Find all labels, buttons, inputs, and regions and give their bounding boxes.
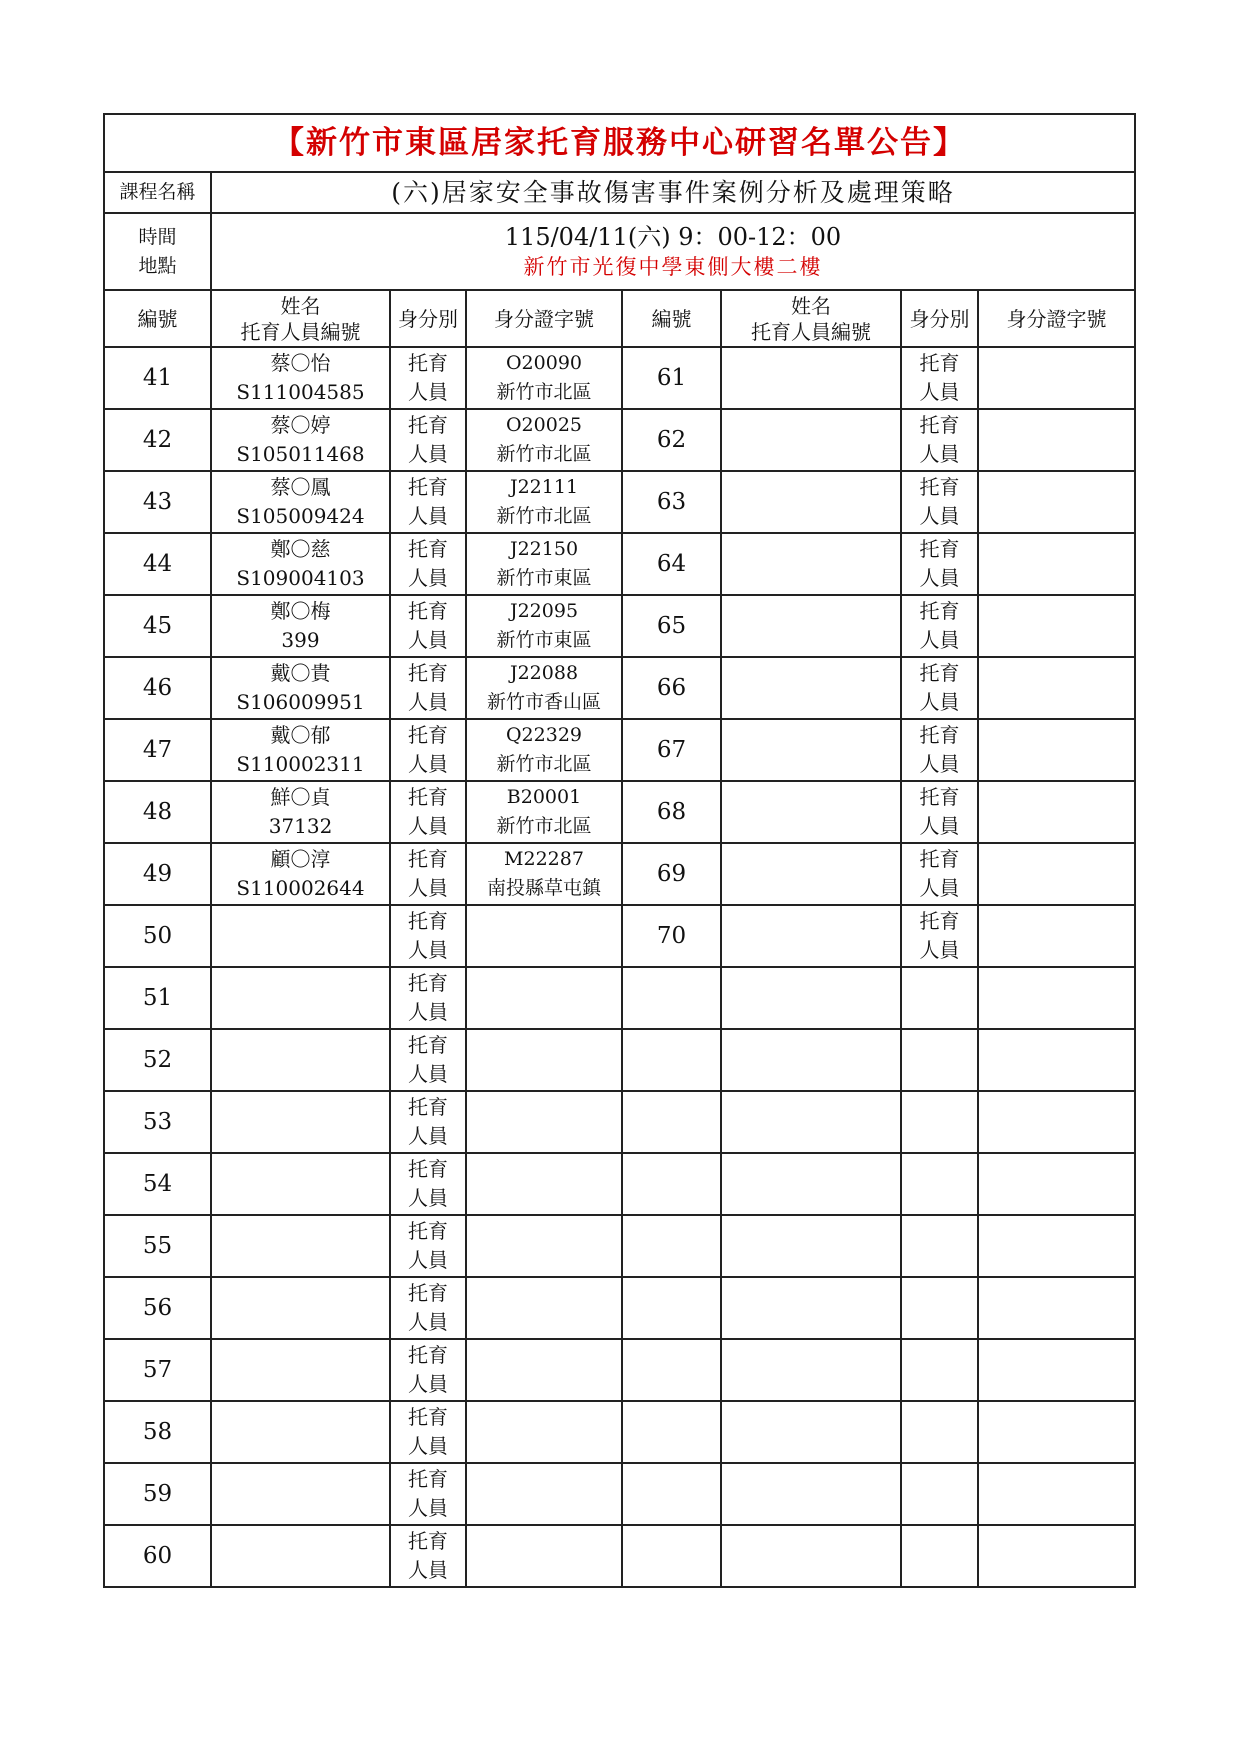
row-number: 43 — [142, 488, 173, 515]
identity-line1: 托育 — [919, 847, 960, 871]
table-row — [104, 905, 1135, 967]
identity-line2: 人員 — [408, 1372, 448, 1396]
header-identity: 身分別 — [901, 290, 978, 347]
identity-line2: 人員 — [919, 442, 960, 466]
course-time: 115/04/11(六) 9：00-12：00 — [504, 222, 842, 251]
participant-name: 戴〇郁 — [270, 723, 331, 747]
identity-line1: 托育 — [919, 537, 960, 561]
caregiver-id: S105009424 — [236, 504, 365, 528]
cert-number: O20090 — [505, 352, 583, 374]
table-row — [104, 533, 1135, 595]
table-row — [104, 657, 1135, 719]
row-number: 55 — [142, 1232, 173, 1259]
row-number: 68 — [656, 798, 687, 825]
table-row — [104, 1463, 1135, 1525]
table-row — [104, 595, 1135, 657]
row-number: 56 — [142, 1294, 173, 1321]
row-number: 58 — [142, 1418, 173, 1445]
table-row — [104, 1525, 1135, 1587]
identity-line1: 托育 — [408, 1033, 448, 1057]
participant-name: 戴〇貴 — [270, 661, 331, 685]
identity-line2: 人員 — [919, 628, 960, 652]
identity-line2: 人員 — [408, 380, 448, 404]
table-row — [104, 1029, 1135, 1091]
caregiver-id: S110002644 — [236, 876, 365, 900]
table-row — [104, 1091, 1135, 1153]
identity-line2: 人員 — [408, 1558, 448, 1582]
cert-area: 新竹市北區 — [496, 381, 592, 403]
identity-line2: 人員 — [408, 814, 448, 838]
table-row — [104, 781, 1135, 843]
table-row — [104, 471, 1135, 533]
cert-area: 新竹市北區 — [496, 753, 592, 775]
identity-line2: 人員 — [408, 1434, 448, 1458]
identity-line1: 托育 — [919, 475, 960, 499]
cert-number: J22150 — [509, 538, 579, 560]
cert-number: J22111 — [509, 476, 579, 498]
row-number: 60 — [142, 1542, 173, 1569]
row-number: 59 — [142, 1480, 173, 1507]
row-number: 57 — [142, 1356, 173, 1383]
cert-number: O20025 — [505, 414, 583, 436]
identity-line1: 托育 — [919, 661, 960, 685]
participant-name: 蔡〇鳳 — [270, 475, 331, 499]
row-number: 67 — [656, 736, 687, 763]
cert-area: 新竹市北區 — [496, 815, 592, 837]
header-name: 姓名 — [791, 293, 831, 318]
participant-name: 鄭〇梅 — [270, 599, 331, 623]
identity-line1: 托育 — [408, 909, 448, 933]
identity-line1: 托育 — [408, 537, 448, 561]
caregiver-id: S111004585 — [236, 380, 365, 404]
table-row — [104, 719, 1135, 781]
table-row — [104, 1215, 1135, 1277]
identity-line2: 人員 — [408, 1248, 448, 1272]
identity-line1: 托育 — [408, 847, 448, 871]
header-cert-no: 身分證字號 — [466, 290, 622, 347]
identity-line2: 人員 — [408, 566, 448, 590]
identity-line2: 人員 — [919, 380, 960, 404]
cert-number: J22088 — [509, 662, 579, 684]
row-number: 70 — [656, 922, 687, 949]
caregiver-id: S110002311 — [236, 752, 365, 776]
identity-line1: 托育 — [408, 1281, 448, 1305]
identity-line1: 托育 — [408, 1529, 448, 1553]
row-number: 49 — [142, 860, 173, 887]
row-number: 64 — [656, 550, 687, 577]
identity-line2: 人員 — [919, 566, 960, 590]
identity-line2: 人員 — [919, 690, 960, 714]
table-row — [104, 1153, 1135, 1215]
header-cert-no: 身分證字號 — [978, 290, 1135, 347]
caregiver-id: S106009951 — [236, 690, 365, 714]
table-row — [104, 1401, 1135, 1463]
identity-line2: 人員 — [408, 1000, 448, 1024]
cert-area: 新竹市北區 — [496, 443, 592, 465]
header-no: 編號 — [622, 290, 721, 347]
identity-line2: 人員 — [919, 504, 960, 528]
course-name: (六)居家安全事故傷害事件案例分析及處理策略 — [211, 172, 1135, 213]
identity-line1: 托育 — [408, 1095, 448, 1119]
caregiver-id: S105011468 — [236, 442, 365, 466]
identity-line2: 人員 — [919, 876, 960, 900]
header-identity: 身分別 — [390, 290, 466, 347]
cert-number: B20001 — [506, 786, 582, 808]
header-no: 編號 — [104, 290, 211, 347]
row-number: 48 — [142, 798, 173, 825]
caregiver-id: 37132 — [268, 814, 333, 838]
header-name: 姓名 — [280, 293, 321, 318]
row-number: 47 — [142, 736, 173, 763]
row-number: 69 — [656, 860, 687, 887]
identity-line1: 托育 — [919, 909, 960, 933]
identity-line1: 托育 — [408, 1405, 448, 1429]
row-number: 41 — [142, 364, 173, 391]
row-number: 53 — [142, 1108, 173, 1135]
identity-line2: 人員 — [408, 1124, 448, 1148]
cert-area: 新竹市東區 — [496, 567, 592, 589]
identity-line2: 人員 — [919, 752, 960, 776]
header-caregiver-id: 托育人員編號 — [751, 319, 871, 344]
cert-area: 南投縣草屯鎮 — [486, 877, 601, 899]
identity-line2: 人員 — [408, 938, 448, 962]
header-caregiver-id: 托育人員編號 — [240, 319, 361, 344]
participant-name: 鄭〇慈 — [270, 537, 331, 561]
cert-number: Q22329 — [505, 724, 583, 746]
identity-line1: 托育 — [408, 785, 448, 809]
table-row — [104, 967, 1135, 1029]
column-header-row — [104, 290, 1135, 347]
identity-line1: 托育 — [408, 475, 448, 499]
table-row — [104, 1339, 1135, 1401]
identity-line2: 人員 — [408, 504, 448, 528]
cert-area: 新竹市香山區 — [486, 691, 601, 713]
identity-line1: 托育 — [919, 351, 960, 375]
place-label: 地點 — [138, 254, 177, 277]
row-number: 50 — [142, 922, 173, 949]
identity-line1: 托育 — [919, 599, 960, 623]
identity-line2: 人員 — [408, 690, 448, 714]
cert-area: 新竹市東區 — [496, 629, 592, 651]
identity-line2: 人員 — [408, 1310, 448, 1334]
identity-line1: 托育 — [408, 971, 448, 995]
row-number: 46 — [142, 674, 173, 701]
cert-area: 新竹市北區 — [496, 505, 592, 527]
caregiver-id: S109004103 — [236, 566, 365, 590]
identity-line1: 托育 — [408, 351, 448, 375]
roster-table — [103, 113, 1136, 1588]
caregiver-id: 399 — [281, 628, 320, 652]
identity-line2: 人員 — [408, 876, 448, 900]
cert-number: M22287 — [504, 848, 584, 870]
course-label: 課程名稱 — [104, 172, 211, 213]
identity-line1: 托育 — [408, 1467, 448, 1491]
identity-line1: 托育 — [408, 1219, 448, 1243]
row-number: 51 — [142, 984, 173, 1011]
row-number: 45 — [142, 612, 173, 639]
table-row — [104, 1277, 1135, 1339]
identity-line1: 托育 — [408, 723, 448, 747]
identity-line2: 人員 — [919, 938, 960, 962]
participant-name: 蔡〇婷 — [270, 413, 331, 437]
row-number: 65 — [656, 612, 687, 639]
row-number: 44 — [142, 550, 173, 577]
course-place: 新竹市光復中學東側大樓二樓 — [523, 254, 823, 279]
identity-line1: 托育 — [919, 723, 960, 747]
page-title: 【新竹市東區居家托育服務中心研習名單公告】 — [104, 114, 1135, 172]
identity-line2: 人員 — [408, 1496, 448, 1520]
identity-line2: 人員 — [408, 1186, 448, 1210]
row-number: 66 — [656, 674, 687, 701]
identity-line2: 人員 — [919, 814, 960, 838]
identity-line2: 人員 — [408, 442, 448, 466]
identity-line1: 托育 — [919, 785, 960, 809]
table-row — [104, 843, 1135, 905]
table-row — [104, 347, 1135, 409]
identity-line2: 人員 — [408, 752, 448, 776]
identity-line1: 托育 — [408, 413, 448, 437]
identity-line2: 人員 — [408, 1062, 448, 1086]
row-number: 63 — [656, 488, 687, 515]
identity-line1: 托育 — [408, 1343, 448, 1367]
table-row — [104, 409, 1135, 471]
identity-line1: 托育 — [408, 661, 448, 685]
identity-line1: 托育 — [919, 413, 960, 437]
participant-name: 顧〇淳 — [270, 847, 331, 871]
identity-line1: 托育 — [408, 599, 448, 623]
row-number: 52 — [142, 1046, 173, 1073]
cert-number: J22095 — [509, 600, 579, 622]
identity-line2: 人員 — [408, 628, 448, 652]
participant-name: 蔡〇怡 — [270, 351, 331, 375]
row-number: 42 — [142, 426, 173, 453]
identity-line1: 托育 — [408, 1157, 448, 1181]
row-number: 61 — [656, 364, 687, 391]
row-number: 62 — [656, 426, 687, 453]
participant-name: 鮮〇貞 — [270, 785, 331, 809]
row-number: 54 — [142, 1170, 173, 1197]
time-label: 時間 — [138, 225, 177, 248]
